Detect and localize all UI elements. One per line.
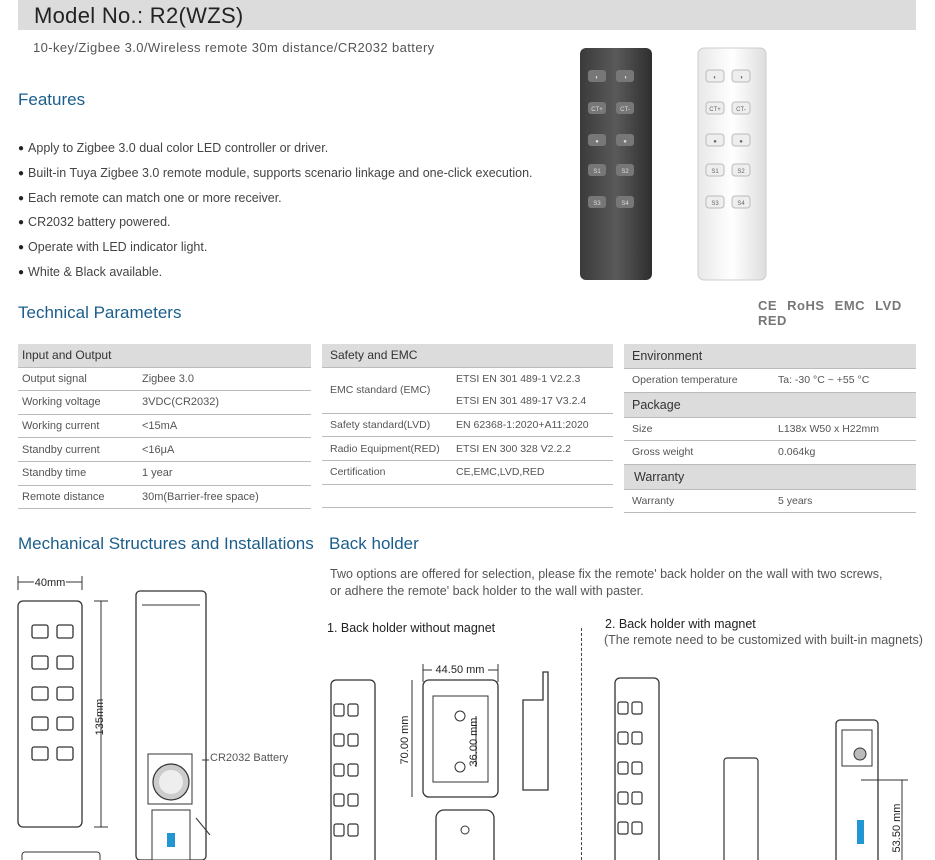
key-label: ◐ — [595, 75, 599, 81]
page-title: Model No.: R2(WZS) — [34, 3, 244, 28]
safety-value: ETSI EN 300 328 V2.2.2 — [452, 437, 613, 461]
env-header: Environment — [624, 344, 916, 369]
option1-title: 1. Back holder without magnet — [327, 621, 496, 635]
io-table — [18, 344, 311, 509]
product-photo — [570, 40, 770, 305]
back-holder-heading: Back holder — [329, 534, 419, 553]
io-label: Working current — [18, 414, 138, 438]
package-header: Package — [624, 392, 916, 417]
package-label: Gross weight — [624, 441, 774, 465]
key-label: S1 — [593, 169, 601, 175]
io-value: 1 year — [138, 461, 311, 485]
safety-value: EN 62368-1:2020+A11:2020 — [452, 413, 613, 437]
key-label: ◐ — [713, 75, 717, 81]
mechanical-drawing — [14, 570, 314, 860]
dim-height: 53.50 mm — [891, 803, 903, 853]
io-value: 30m(Barrier-free space) — [138, 485, 311, 509]
key-label: ● — [623, 139, 627, 145]
safety-table — [322, 344, 613, 508]
features-heading: Features — [18, 90, 86, 109]
key-label: ◑ — [739, 75, 743, 81]
io-header: Input and Output — [18, 344, 311, 367]
mechanical-heading: Mechanical Structures and Installations — [18, 534, 314, 553]
safety-label: Safety standard(LVD) — [322, 413, 452, 437]
dim-width: 40mm — [34, 577, 66, 589]
key-label: S4 — [737, 201, 745, 207]
package-label: Size — [624, 417, 774, 441]
emc-label: EMC standard (EMC) — [322, 367, 452, 413]
title-bar — [18, 0, 916, 30]
back-holder-description — [330, 566, 920, 600]
feature-item: ● Apply to Zigbee 3.0 dual color LED controller or driver. — [18, 137, 533, 162]
warranty-value: 5 years — [774, 489, 916, 513]
magnet-holder — [724, 758, 758, 860]
tech-heading: Technical Parameters — [18, 303, 182, 322]
dim-width: 44.50 mm — [435, 664, 485, 676]
emc-value: ETSI EN 301 489-17 V3.2.4 — [452, 390, 613, 413]
dim-height: 135mm — [94, 698, 106, 736]
key-label: S2 — [737, 169, 745, 175]
io-label: Working voltage — [18, 391, 138, 415]
feature-item: ● White & Black available. — [18, 261, 533, 286]
feature-item: ● Built-in Tuya Zigbee 3.0 remote module, supports scenario linkage and one-click execution. — [18, 162, 533, 187]
feature-item: ● Each remote can match one or more receiver. — [18, 187, 533, 212]
key-label: S3 — [711, 201, 719, 207]
dim-height: 70.00 mm — [399, 715, 411, 765]
key-label: S4 — [621, 201, 629, 207]
holder-outline — [423, 680, 498, 797]
description-line: Two options are offered for selection, please fix the remote' back holder on the wall with two screws, — [330, 567, 883, 581]
safety-header: Safety and EMC — [322, 344, 613, 367]
io-value: <16μA — [138, 438, 311, 462]
io-label: Output signal — [18, 367, 138, 391]
feature-item: ● Operate with LED indicator light. — [18, 236, 533, 261]
env-label: Operation temperature — [624, 369, 774, 393]
warranty-label: Warranty — [624, 489, 774, 513]
env-value: Ta: -30 °C ~ +55 °C — [774, 369, 916, 393]
key-label: CT+ — [709, 107, 721, 113]
safety-value: CE,EMC,LVD,RED — [452, 460, 613, 484]
io-value: <15mA — [138, 414, 311, 438]
emc-value: ETSI EN 301 489-1 V2.2.3 — [456, 372, 581, 385]
package-value: L138x W50 x H22mm — [774, 417, 916, 441]
key-label: S3 — [593, 201, 601, 207]
io-value: Zigbee 3.0 — [138, 367, 311, 391]
key-label: ● — [713, 139, 717, 145]
battery-label: CR2032 Battery — [210, 752, 289, 764]
black-remote — [580, 48, 652, 280]
features-list — [18, 137, 533, 286]
env-table — [624, 344, 916, 513]
option2-note: (The remote need to be customized with built-in magnets) — [604, 633, 923, 647]
key-label: ● — [595, 139, 599, 145]
key-label: S1 — [711, 169, 719, 175]
io-value: 3VDC(CR2032) — [138, 391, 311, 415]
io-label: Standby time — [18, 461, 138, 485]
dim-screw: 36.00 mm — [468, 717, 480, 767]
certification-marks: CE RoHS EMC LVD RED — [758, 298, 902, 328]
io-label: Remote distance — [18, 485, 138, 509]
package-value: 0.064kg — [774, 441, 916, 465]
option2-drawing — [612, 670, 922, 860]
key-label: CT+ — [591, 107, 603, 113]
key-label: CT- — [620, 107, 630, 113]
key-label: S2 — [621, 169, 629, 175]
io-label: Standby current — [18, 438, 138, 462]
description-line: or adhere the remote' back holder to the wall with paster. — [330, 584, 644, 598]
key-label: ● — [739, 139, 743, 145]
warranty-header: Warranty — [624, 464, 916, 489]
subtitle: 10-key/Zigbee 3.0/Wireless remote 30m distance/CR2032 battery — [33, 40, 435, 55]
safety-label: Radio Equipment(RED) — [322, 437, 452, 461]
option-divider — [581, 628, 582, 860]
key-label: ◑ — [623, 75, 627, 81]
key-label: CT- — [736, 107, 746, 113]
option2-title: 2. Back holder with magnet — [605, 617, 756, 631]
safety-label: Certification — [322, 460, 452, 484]
option1-drawing — [328, 660, 568, 860]
feature-item: ● CR2032 battery powered. — [18, 211, 533, 236]
